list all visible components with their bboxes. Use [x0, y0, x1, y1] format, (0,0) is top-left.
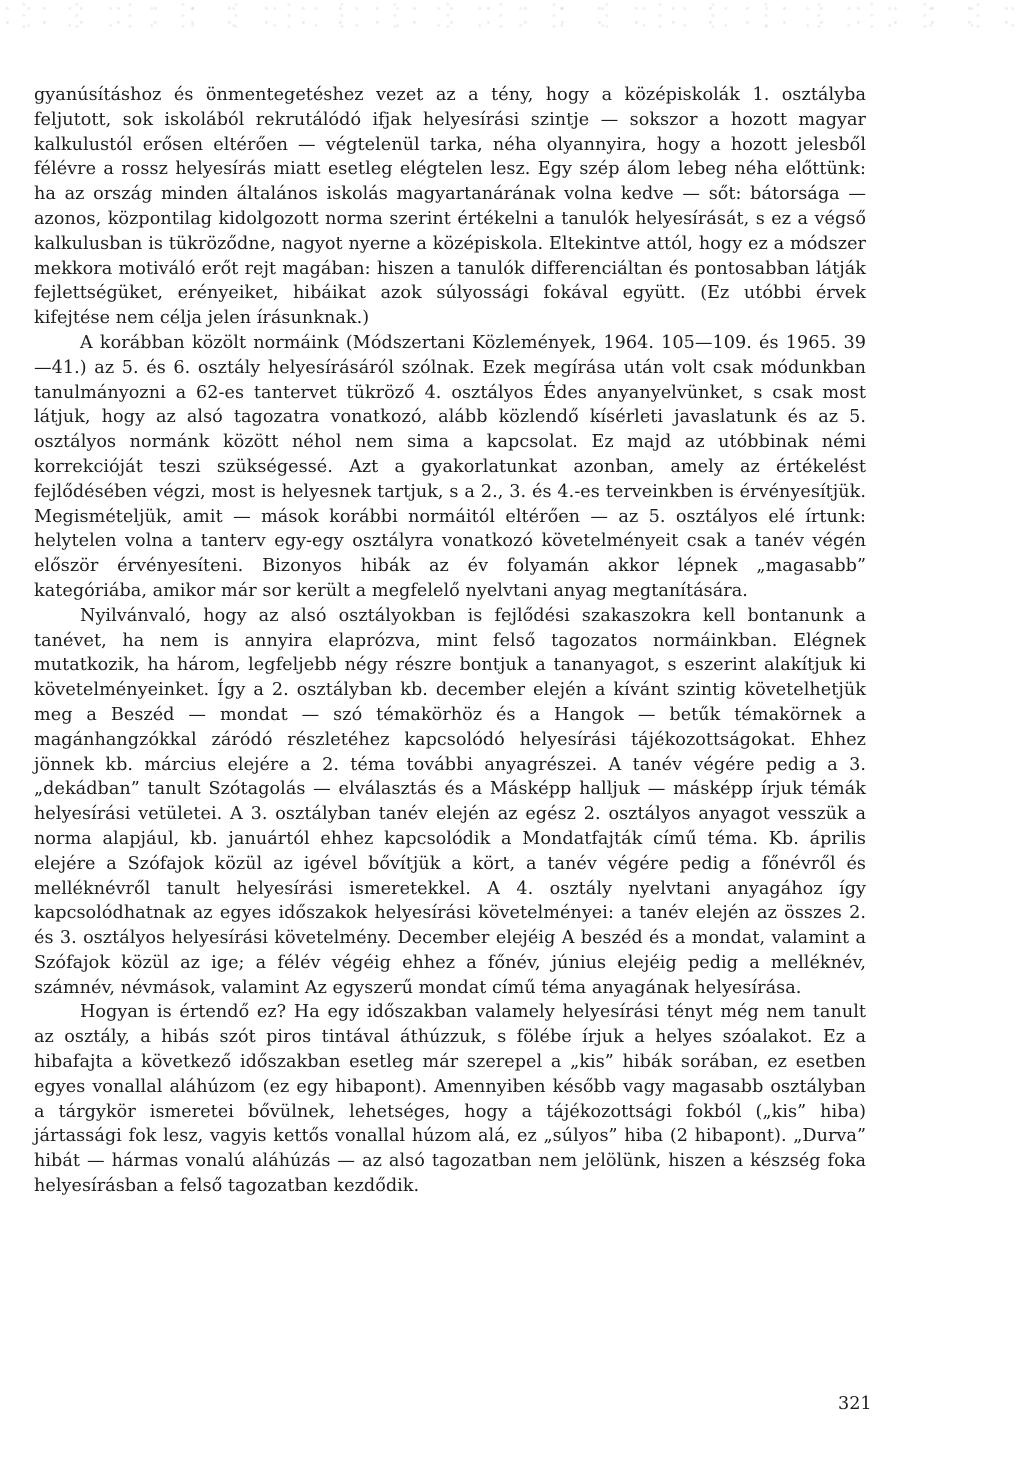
page-number: 321 [838, 1394, 872, 1414]
article-body [34, 83, 866, 1199]
paragraph-2: A korábban közölt normáink (Módszertani Közlemények, 1964. 105—109. és 1965. 39—41.) az 5. és 6. osztály helyesírásáról szólnak. Ezek megírása után volt csak módunkban tanulmányozni a 62-es tantervet tükröző 4. osztályos Édes anyanyelvünket, s csak most látjuk, hogy az alsó tagozatra vonatkozó, alább közlendő kísérleti javaslatunk és az 5. osztályos normánk között néhol nem sima a kapcsolat. Ez majd az utóbbinak némi korrekcióját teszi szükségessé. Azt a gyakorlatunkat azonban, amely az értékelést fejlődésében végzi, most is helyesnek tartjuk, s a 2., 3. és 4.-es terveinkben is érvényesítjük. Megismételjük, amit — mások korábbi normáitól eltérően — az 5. osztályos elé írtunk: helytelen volna a tanterv egy-egy osztályra vonatkozó követelményeit csak a tanév végén először érvényesíteni. Bizonyos hibák az év folyamán akkor lépnek „magasabb” kategóriába, amikor már sor került a megfelelő nyelvtani anyag megtanítására. [34, 332, 866, 601]
paragraph-1: gyanúsításhoz és önmentegetéshez vezet az a tény, hogy a középiskolák 1. osztályba feljutott, sok iskolából rekrutálódó ifjak helyesírási szintje — sokszor a hozott magyar kalkulustól erősen eltérően — végtelenül tarka, néha olyannyira, hogy a hozott jelesből félévre a rossz helyesírás miatt esetleg elégtelen lesz. Egy szép álom lebeg néha előttünk: ha az ország minden általános iskolás magyartanárának volna kedve — sőt: bátorsága — azonos, központilag kidolgozott norma szerint értékelni a tanulók helyesírását, s ez a végső kalkulusban is tükröződne, nagyot nyerne a középiskola. Eltekintve attól, hogy ez a módszer mekkora motiváló erőt rejt magában: hiszen a tanulók differenciáltan és pontosabban látják fejlettségüket, erényeiket, hibáikat azok súlyossági fokával együtt. (Ez utóbbi érvek kifejtése nem célja jelen írásunknak.) [34, 85, 866, 329]
paragraph-3: Nyilvánvaló, hogy az alsó osztályokban is fejlődési szakaszokra kell bontanunk a tanévet, ha nem is annyira elaprózva, mint felső tagozatos normáinkban. Elégnek mutatkozik, ha három, legfeljebb négy részre bontjuk a tananyagot, s eszerint alakítjuk ki követelményeinket. Így a 2. osztályban kb. december elején a kívánt szintig követelhetjük meg a Beszéd — mondat — szó témakörhöz és a Hangok — betűk témakörnek a magánhangzókkal záródó részletéhez kapcsolódó helyesírási tájékozottságokat. Ehhez jönnek kb. március elejére a 2. téma további anyagrészei. A tanév végére pedig a 3. „dekádban” tanult Szótagolás — elválasztás és a Másképp halljuk — másképp írjuk témák helyesírási vetületei. A 3. osztályban tanév elején az egész 2. osztályos anyagot vesszük a norma alapjául, kb. januártól ehhez kapcsolódik a Mondatfajták című téma. Kb. április elejére a Szófajok közül az igével bővítjük a kört, a tanév végére pedig a főnévről és melléknévről tanult helyesírási ismeretekkel. A 4. osztály nyelvtani anyagához így kapcsolódhatnak az egyes időszakok helyesírási követelményei: a tanév elején az összes 2. és 3. osztályos helyesírási követelmény. December elejéig A beszéd és a mondat, valamint a Szófajok közül az ige; a félév végéig ehhez a főnév, június elejéig pedig a melléknév, számnév, névmások, valamint Az egyszerű mondat című téma anyagának helyesírása. [34, 605, 866, 998]
scan-noise [0, 0, 1024, 30]
paragraph-4: Hogyan is értendő ez? Ha egy időszakban valamely helyesírási tényt még nem tanult az osztály, a hibás szót piros tintával áthúzzuk, s fölébe írjuk a helyes szóalakot. Ez a hibafajta a következő időszakban esetleg már szerepel a „kis” hibák sorában, ez esetben egyes vonallal aláhúzom (ez egy hibapont). Amennyiben később vagy magasabb osztályban a tárgykör ismeretei bővülnek, lehetséges, hogy a tájékozottsági fokból („kis” hiba) jártassági fok lesz, vagyis kettős vonallal húzom alá, ez „súlyos” hiba (2 hibapont). „Durva” hibát — hármas vonalú aláhúzás — az alsó tagozatban nem jelölünk, hiszen a készség foka helyesírásban a felső tagozatban kezdődik. [34, 1002, 866, 1197]
